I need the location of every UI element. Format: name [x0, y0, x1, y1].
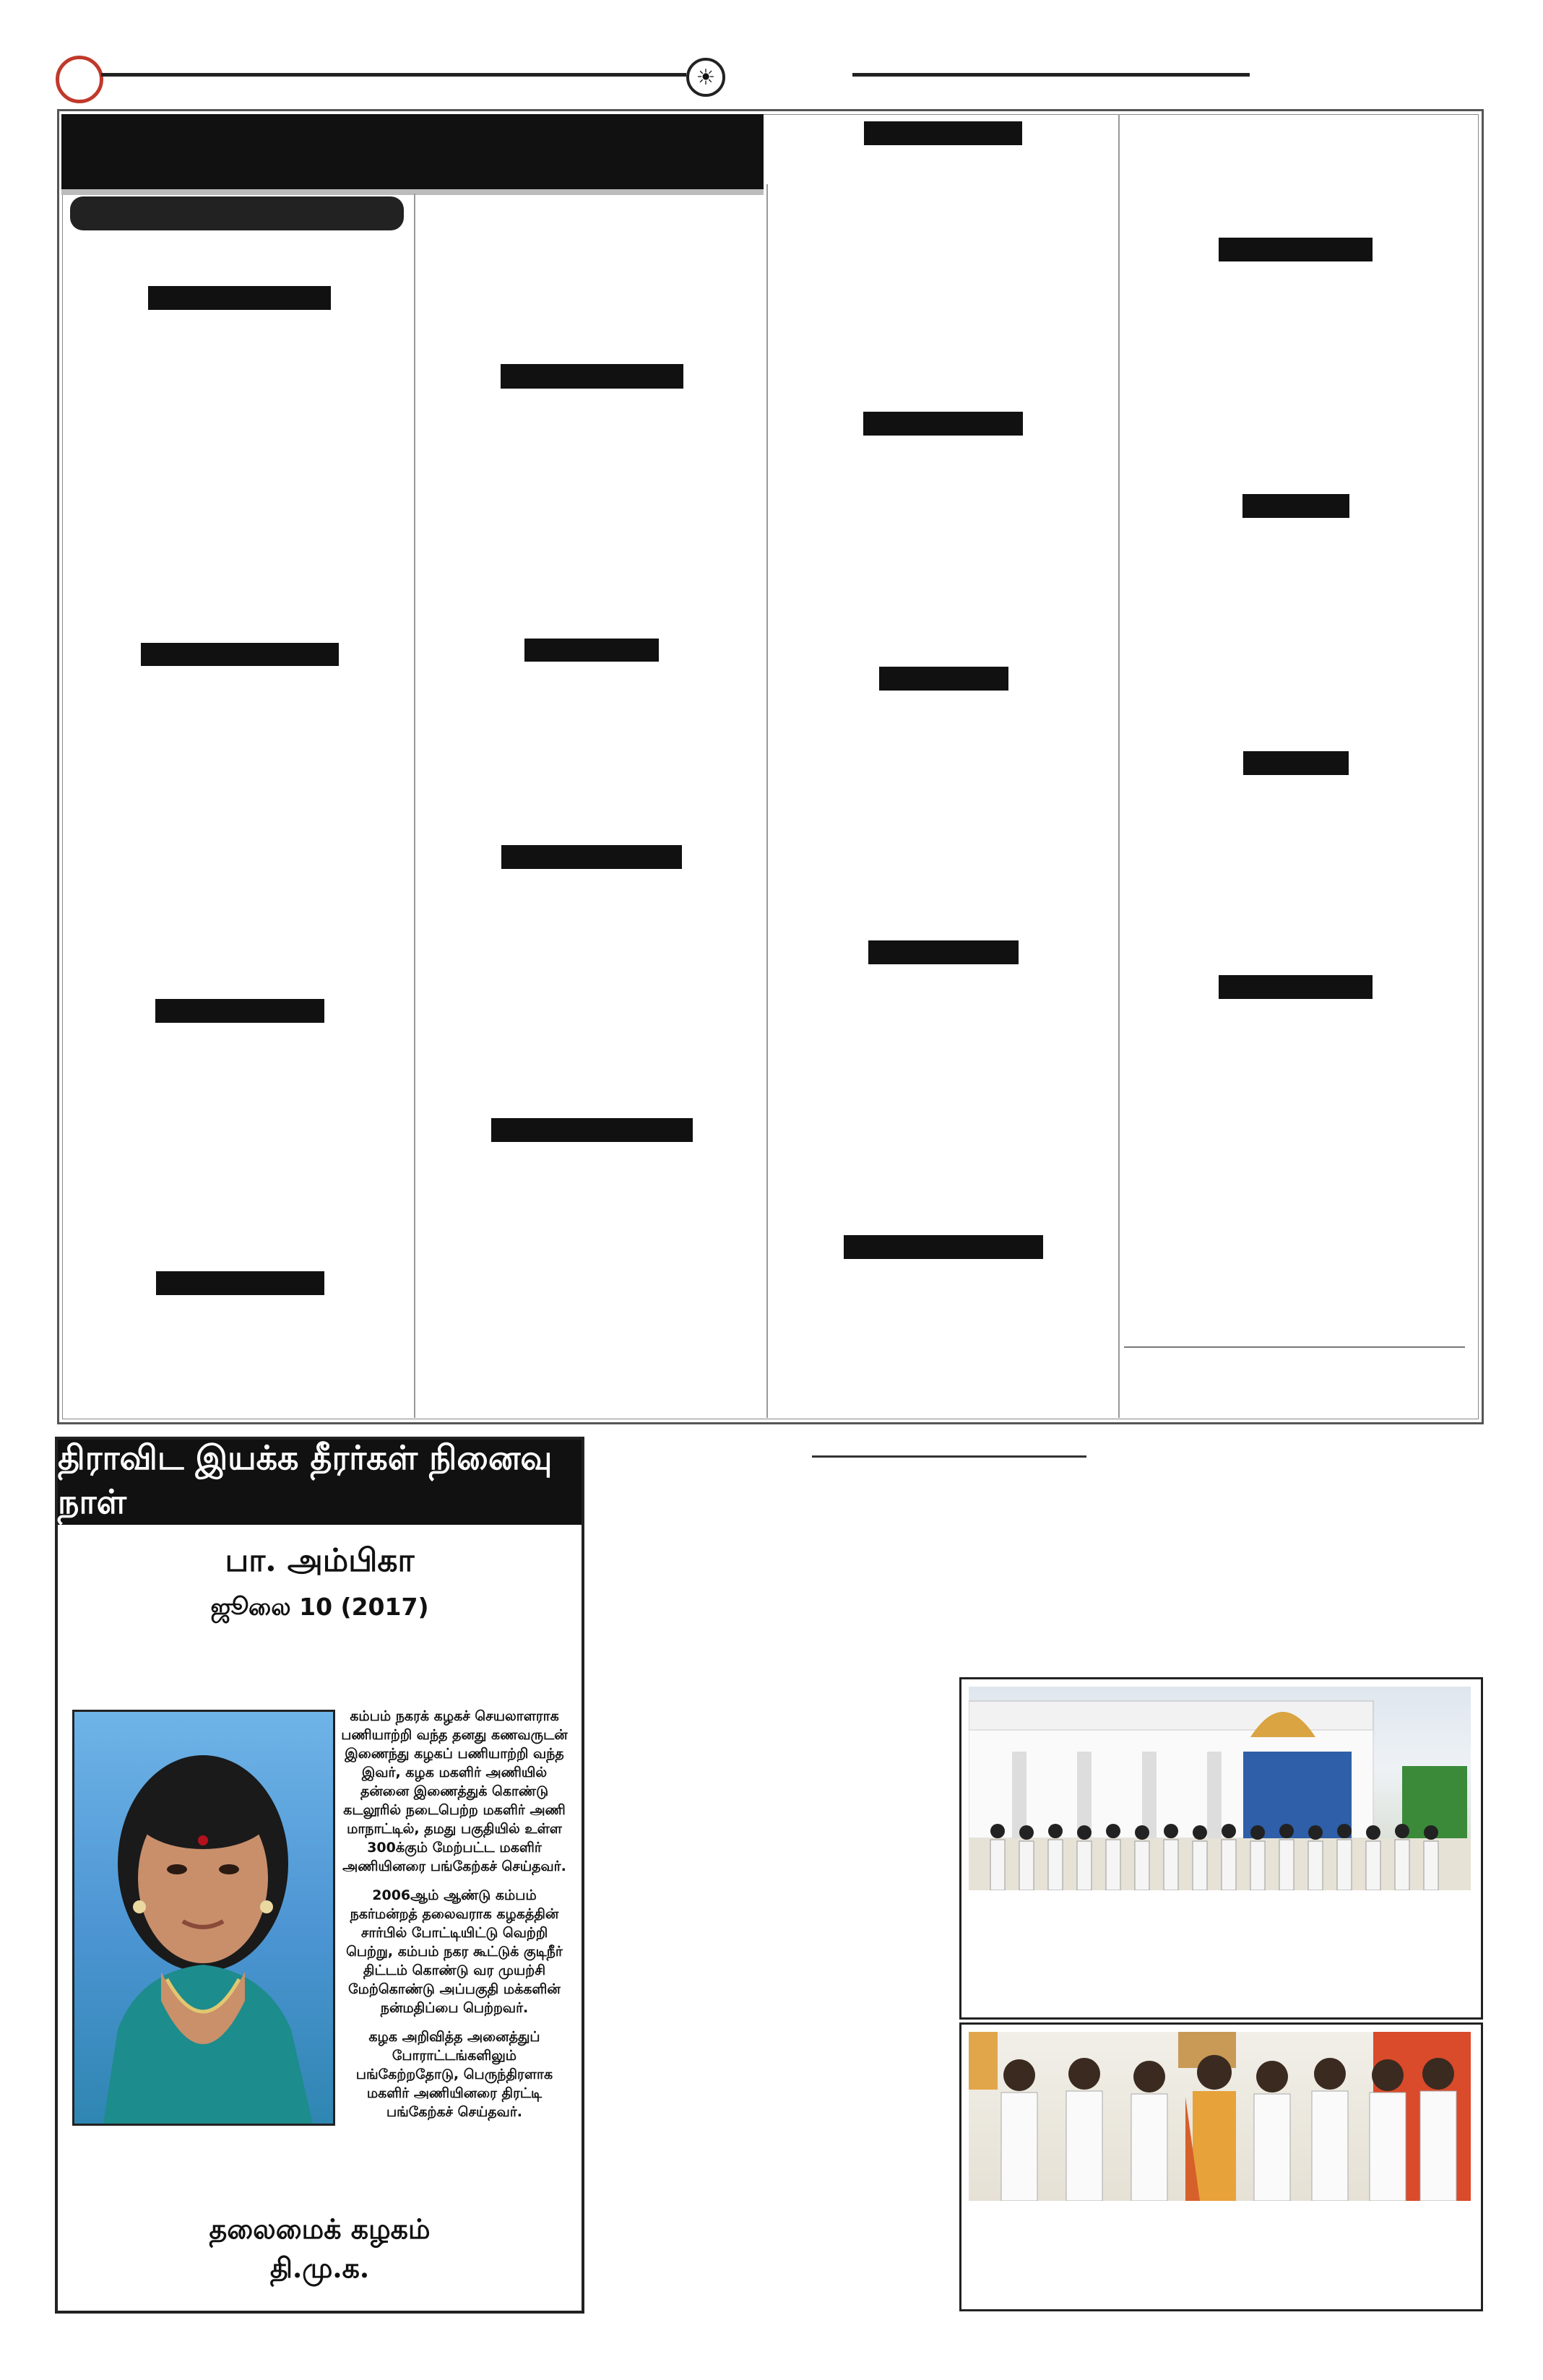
headline-block [61, 114, 764, 189]
ad-text [340, 1707, 569, 2132]
subheading-block [1219, 238, 1373, 261]
subheading-block [155, 999, 324, 1023]
subheading-block [1243, 751, 1349, 775]
leaders-scene [969, 2032, 1471, 2201]
subheading-block [1219, 975, 1373, 999]
ad-paragraph: 2006ஆம் ஆண்டு கம்பம் நகர்மன்றத் தலைவராக கழகத்தின் சார்பில் போட்டியிட்டு வெற்றி பெற்று, கம்பம் நகர கூட்டுக் குடிநீர் திட்டம் கொண்டு வர முயற்சி மேற்கொண்டு அப்பகுதி மக்களின் நன்மதிப்பை பெற்றவர். [346, 1887, 563, 2016]
subheading-block [868, 940, 1019, 964]
portrait-figure [74, 1712, 333, 2124]
column-rule [1118, 114, 1120, 1418]
subheading-block [148, 286, 331, 310]
signature-line: தலைமைக் கழகம் [209, 2212, 431, 2245]
column-rule [414, 194, 415, 1418]
header-rule-right [852, 73, 1250, 77]
building-scene [969, 1687, 1471, 1890]
leaders-group-photo [969, 2032, 1471, 2201]
signature-party: தி.மு.க. [269, 2251, 370, 2284]
section-tag [70, 196, 404, 230]
photo-box [959, 2022, 1483, 2311]
subheading-block [844, 1235, 1043, 1259]
person-name: பா. அம்பிகா [225, 1542, 415, 1579]
column-rule [766, 184, 768, 1418]
subheading-block [524, 639, 659, 662]
subheading-block [879, 667, 1008, 691]
portrait-photo [72, 1710, 335, 2126]
emblem-icon: ☀ [686, 58, 725, 97]
memorial-ad [55, 1437, 584, 2314]
subheading-block [156, 1271, 324, 1295]
photo-box [959, 1677, 1483, 2020]
ad-banner: திராவிட இயக்க தீரர்கள் நினைவு நாள் [58, 1440, 582, 1525]
party-logo-icon [56, 56, 103, 103]
subheading-block [491, 1118, 693, 1142]
subheading-block [501, 845, 682, 869]
separator-rule [812, 1455, 1086, 1458]
subheading-block [141, 643, 339, 666]
ad-paragraph: கம்பம் நகரக் கழகச் செயலாளராக பணியாற்றி வந்த தனது கணவருடன் இணைந்து கழகப் பணியாற்றி வந்த இவர், கழக மகளிர் அணியில் தன்னை இணைத்துக் கொண்டு கடலூரில் நடைபெற்ற மகளிர் அணி மாநாட்டில், தமது பகுதியில் உள்ள 300க்கும் மேற்பட்ட மகளிர் அணியினரை பங்கேற்கச் செய்தவர். [341, 1708, 568, 1874]
memorial-date: ஜூலை 10 (2017) [210, 1593, 429, 1621]
subheading-block [1242, 494, 1349, 518]
header-rule-left [101, 73, 686, 77]
building-group-photo [969, 1687, 1471, 1890]
ad-paragraph: கழக அறிவித்த அனைத்துப் போராட்டங்களிலும் பங்கேற்றதோடு, பெருந்திரளாக மகளிர் அணியினரை திரட்டி பங்கேற்கச் செய்தவர். [355, 2029, 553, 2120]
subheading-block [501, 364, 683, 389]
column-divider [1124, 1346, 1465, 1348]
subheading-block [864, 121, 1022, 145]
subheading-block [863, 412, 1023, 436]
headline-shadow [61, 189, 764, 195]
